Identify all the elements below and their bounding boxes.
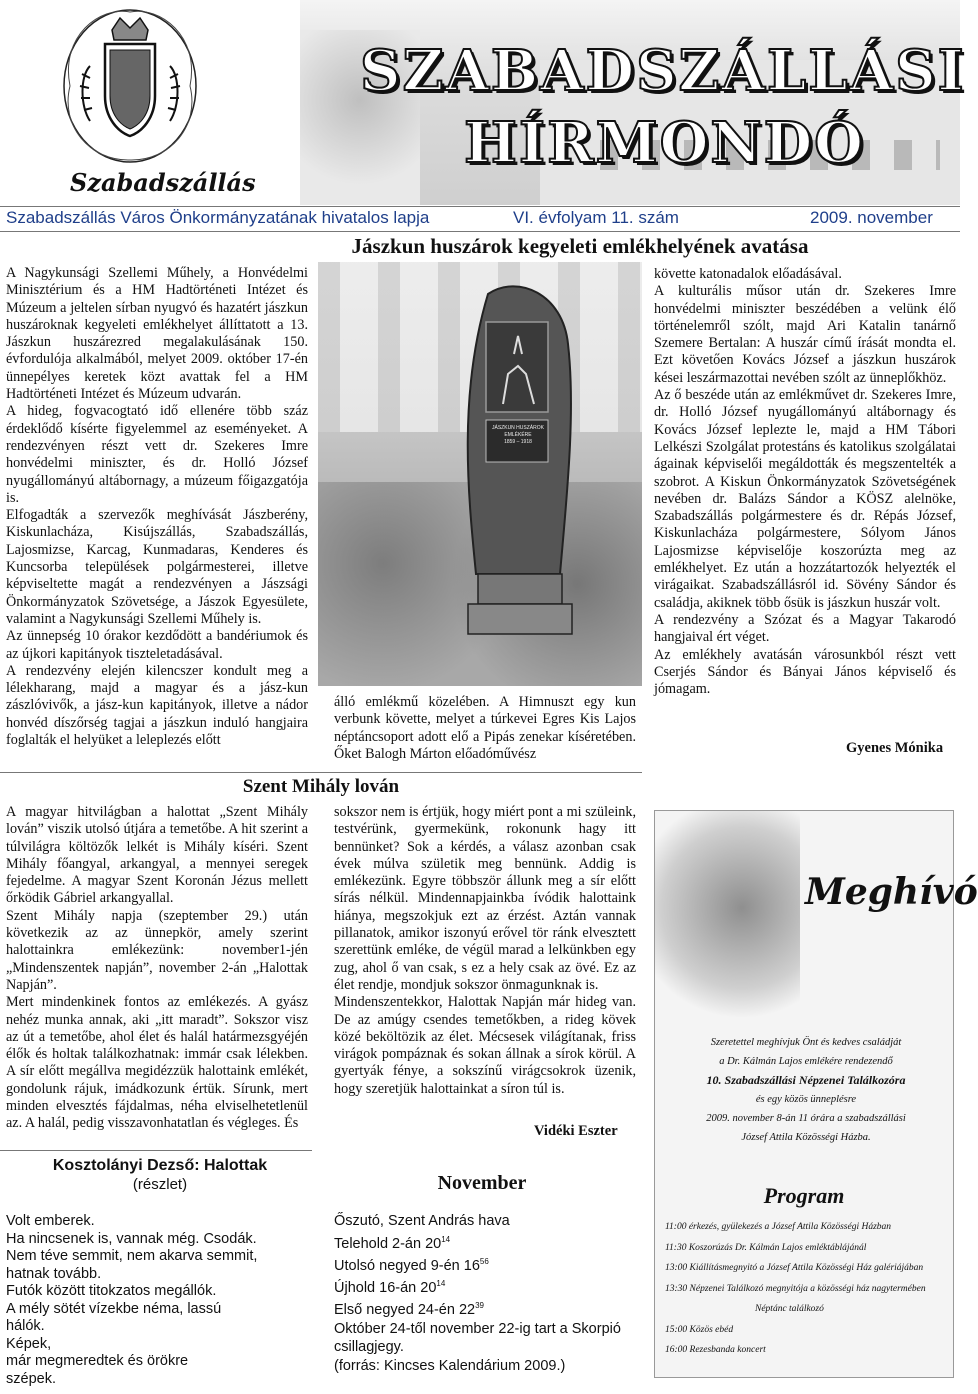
monument-photo <box>318 262 642 686</box>
program-item: 11:30 Koszorúzás Dr. Kálmán Lajos emléktáblájánál <box>665 1242 867 1253</box>
invitation-line: és egy közös ünneplésre <box>755 1094 857 1105</box>
article2-author: Vidéki Eszter <box>534 1123 618 1139</box>
november-line: Újhold 16-án $20^{14}$ <box>334 1279 446 1296</box>
monument-stone-icon <box>448 274 588 654</box>
article1-author: Gyenes Mónika <box>846 740 944 756</box>
article2-paragraph: sokszor nem is értjük, hogy miért pont a mi szüleink, testvérünk, gyermekünk, rokonunk hagy itt bennünket? Sok a kérdés, a válasz azonban csak évek múlva születik meg bennünk. Addig is emlékezünk. Egyre többször állunk meg a sír előtt sírás nélkül. Mindennapjainkba ívódik halottaink hiánya, megszokjuk ezt az érzést. Aztán vannak pillanatok, amikor iszonyú erővel tör ránk elvesztett szerettünk emléke, de végül marad a lelkünkben egy zug, ahol ő van csak, s ez a hely csak az övé. Ez az élet rendje, mondjuk sokszor önmagunknak is. <box>334 804 636 993</box>
invitation-line: a Dr. Kálmán Lajos emlékére rendezendő <box>719 1056 893 1067</box>
program-item: 16:00 Rezesbanda koncert <box>665 1345 766 1355</box>
program-item: 13:00 Kiállításmegnyitó a József Attila Közösségi Ház galériájában <box>665 1263 924 1273</box>
article2-paragraph: Mert mindenkinek fontos az emlékezés. A gyász nehéz munka annak, aki „itt maradt”. Sokszor visz az út a temetőbe, ahol élet és halál határmezsgyéjén élők és holtak találkozhatnak: immár csak lélekben. A sír előtt megállva megidézzük halottaink emlékét, gondolunk rájuk, imádkozunk értük. Sírunk, mert minden elvesztés fájdalmas, néha elviselhetetlenül az. A halál, pedig visszavonhatatlan és végleges. És <box>6 994 308 1132</box>
article1-paragraph: Az emlékhely avatásán városunkból részt vett Cserjés Sándor és Bányai János képviselő és jómagam. <box>654 646 956 698</box>
november-line: Őszutó, Szent András hava <box>334 1213 510 1229</box>
article1-headline: Jászkun huszárok kegyeleti emlékhelyének avatása <box>351 234 809 258</box>
invitation-title: Meghívó <box>805 871 978 913</box>
article1-paragraph: Elfogadták a szervezők meghívását Jászberény, Kiskunlacháza, Kisújszállás, Szabadszállás, Lajosmizse, Karcag, Kunmadaras, Kenderes és Kuncsorba települések polgármesterei, illetve képviseltette magát a rendezvényen a Jászsági Önkormányzatok Szövetsége, a Jászok Egyesülete, valamint a Nagykunsági Szellemi Műhely is. <box>6 507 308 627</box>
poem-line: Volt emberek. <box>6 1213 95 1229</box>
masthead-title-line1: SZABADSZÁLLÁSI <box>360 38 966 104</box>
november-title: November <box>437 1172 527 1194</box>
article1-right-column <box>654 266 956 698</box>
portrait-photo <box>655 811 800 1026</box>
poem-line: Ha nincsenek is, vannak még. Csodák. <box>6 1230 257 1247</box>
program-item: 11:00 érkezés, gyülekezés a József Attila Közösségi Házban <box>665 1222 892 1232</box>
poem-body <box>6 1213 306 1388</box>
poem-title: Kosztolányi Dezső: Halottak <box>52 1157 268 1174</box>
article2-left-column <box>6 804 308 1133</box>
article1-left-column <box>6 265 308 749</box>
poem-line: hálók. <box>6 1318 45 1334</box>
poem-line: hatnak tovább. <box>6 1265 102 1282</box>
article2-paragraph: A magyar hitvilágban a halottat „Szent Mihály lován” viszik utolsó útjára a temetőbe. A hit szerint a túlvilágra költözők lelkét is Mihály kíséri. Szent Mihály főangyal, arkangyal, a mennyei seregek fejedelme. A magyar Szent Koronán Jézus mellett őrködik Gábriel arkangyallal. <box>6 804 308 907</box>
issue-date: 2009. november <box>810 208 933 227</box>
article2-paragraph: Mindenszentekkor, Halottak Napján már hideg van. De az amúgy csendes temetőkben, a rideg kövek közé beköltözik az élet. Mécsesek világítanak, friss virágok pompáznak és sokan állnak a sírok körül. A gyertyák fénye, a sokszínű virágcsokrok üzenik, hogy szeretjük halottainkat a síron túl is. <box>334 994 636 1097</box>
invitation-line: Szeretettel meghívjuk Önt és kedves családját <box>710 1037 902 1048</box>
invitation-line: 2009. november 8-án 11 órára a szabadszállási <box>706 1113 906 1124</box>
article1-middle-text: álló emlékmű közelében. A Himnuszt egy kun verbunk követte, melyet a túrkevei Egres Kis Lajos néptáncsoport adott elő a Pipás zenekar kíséretében. Őket Balogh Márton előadóművész <box>334 694 636 762</box>
article1-paragraph: követte katonadalok előadásával. <box>654 266 842 282</box>
article1-paragraph: Az ünnepség 10 órakor kezdődött a bandériumok és az újkori kapitányok tiszteletadásával. <box>6 628 308 662</box>
invitation-text <box>669 1033 943 1147</box>
article2-paragraph: Szent Mihály napja (szeptember 29.) után következik az az ünnepkör, amely szerint halottainkra emlékezünk: november1-jén „Mindenszentek napján”, november 2-án „Halottak Napján”. <box>6 907 308 993</box>
program-title: Program <box>763 1183 845 1208</box>
article1-paragraph: A hideg, fogvacogtató idő ellenére több száz érdeklődő kísérte figyelemmel az eseményeket. A rendezvényen részt vett dr. Szekeres Imre honvédelmi miniszter, és dr. Holló József nyugállományú altábornagy, a múzeum főigazgatója is. <box>6 403 308 506</box>
invitation-line: József Attila Közösségi Házba. <box>741 1132 871 1143</box>
poem-line: A mély sötét vízekbe néma, lassú <box>6 1300 222 1317</box>
november-box <box>334 1212 634 1375</box>
article1-paragraph: Az ő beszéde után az emlékművet dr. Szekeres Imre, dr. Holló József nyugállományú altábornagy és Kovács József leplezte le, majd a HM Tábori Lelkészi Szolgálat protestáns és katolikus szolgálatai ágainak képviselői megáldották és megszentelték a szobrot. A Kiskun Önkormányzatok Szövetségének nevében dr. Balázs Sándor a KÖSZ alelnöke, Szabadszállás polgármestere és dr. Répás József, Kiskunlacháza polgármestere, Sólyom János Lajosmizse képviselője koszorúzta meg az emlékhelyet. Ez után a hozzátartozók helyezték el virágaikat. Szabadszállásról id. Sövény Sándor és családja, akiknek több ősük is jászkun huszár volt. <box>654 387 956 611</box>
article1-paragraph: A kulturális műsor után dr. Szekeres Imre honvédelmi miniszter beszédében a velünk élő történelemről szólt, majd Ari Katalin tanárnő Szemere Bertalan: A huszár című írását mondta el. Ezt követően Kovács József a jászkun huszárok kései leszármazottai nevében szólt az ünneplőkhöz. <box>654 283 956 386</box>
invitation-card <box>654 810 978 1378</box>
masthead <box>0 0 966 205</box>
article1-paragraph: A rendezvény a Szózat és a Magyar Takarodó hangjaival ért véget. <box>654 611 956 646</box>
poem-line: már megmeredtek és örökre <box>6 1353 189 1369</box>
november-line: Október 24-től november 22-ig tart a Skorpió csillagjegy. <box>334 1320 621 1356</box>
volume-text: VI. évfolyam 11. szám <box>513 208 679 227</box>
article1-paragraph: A Nagykunsági Szellemi Műhely, a Honvédelmi Minisztérium és a HM Hadtörténeti Intézet és Múzeum a jeltelen sírban nyugvó és hazatért jászkun huszároknak kegyeleti emlékhelyet állíttatott a 13. Jászkun huszárezred megalakulásának 150. évfordulója alkalmából, melyet 2009. október 17-én ünnepélyes keretek közt avattak fel a HM Hadtörténeti Intézet és Múzeum udvarán. <box>6 265 308 403</box>
article2-headline: Szent Mihály lován <box>242 776 400 797</box>
subtitle-bar <box>0 206 960 232</box>
program-item: Néptánc találkozó <box>755 1304 824 1314</box>
poem-line: Futók között titokzatos megállók. <box>6 1283 217 1299</box>
logo-text: Szabadszállás <box>70 168 256 197</box>
program-list <box>665 1217 949 1361</box>
poem-line: szépek. <box>6 1370 56 1387</box>
november-line: (forrás: Kincses Kalendárium 2009.) <box>334 1357 566 1374</box>
november-line: Utolsó negyed 9-én $16^{56}$ <box>334 1256 489 1274</box>
publisher-text: Szabadszállás Város Önkormányzatának hivatalos lapja <box>6 208 430 227</box>
article2-rule <box>0 772 642 773</box>
poem-rule <box>0 1150 312 1151</box>
program-item: 13:30 Népzenei Találkozó megnyitója a közösségi ház nagytermében <box>665 1283 926 1294</box>
poem-subtitle: (részlet) <box>132 1176 188 1193</box>
november-line: Első negyed 24-én $22^{39}$ <box>334 1301 484 1319</box>
november-line: Telehold 2-án $20^{14}$ <box>334 1234 451 1252</box>
article2-right-column <box>334 804 636 1098</box>
monument-plaque-text: JÁSZKUN HUSZÁROK EMLÉKÉRE 1859 – 1918 <box>492 425 544 445</box>
invitation-line: 10. Szabadszállási Népzenei Találkozóra <box>706 1073 906 1087</box>
program-item: 15:00 Közös ebéd <box>665 1324 734 1335</box>
poem-line: Nem téve semmit, nem akarva semmit, <box>6 1248 258 1264</box>
poem-line: Képek, <box>6 1335 52 1352</box>
masthead-title-line2: HÍRMONDÓ <box>464 110 865 176</box>
article1-paragraph: A rendezvény elején kilencszer kondult meg a lélekharang, majd a magyar és a jász-kun zászlóvivők, a jász-kun kapitányok, illetve a nádor honvéd díszőrség tagjai a jászkun induló hangjaira foglalták el helyüket a leleplezés előtt <box>6 662 308 749</box>
coat-of-arms-icon <box>60 6 200 166</box>
